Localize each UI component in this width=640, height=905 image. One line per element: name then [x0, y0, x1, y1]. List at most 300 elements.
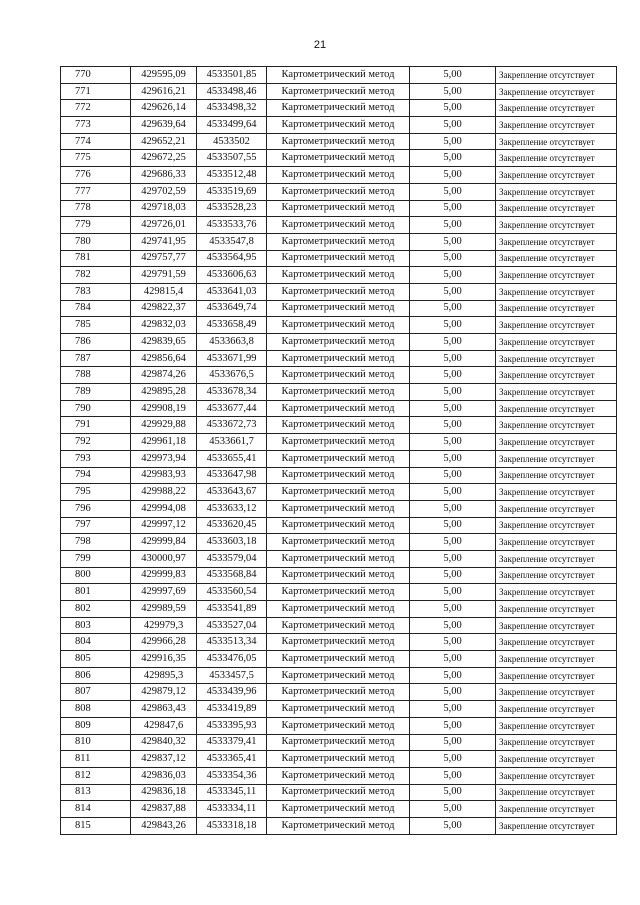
point-number-cell: 778 — [61, 200, 131, 217]
table-row — [61, 467, 617, 484]
table-row — [61, 167, 617, 184]
y-coordinate-cell: 4533499,64 — [197, 117, 267, 134]
y-coordinate-cell: 4533476,05 — [197, 651, 267, 668]
method-cell: Картометрический метод — [267, 317, 410, 334]
accuracy-cell: 5,00 — [410, 417, 496, 434]
accuracy-cell: 5,00 — [410, 317, 496, 334]
x-coordinate-cell: 429973,94 — [131, 450, 197, 467]
y-coordinate-cell: 4533676,5 — [197, 367, 267, 384]
fixing-cell: Закрепление отсутствует — [496, 384, 617, 401]
table-row — [61, 500, 617, 517]
accuracy-cell: 5,00 — [410, 584, 496, 601]
method-cell: Картометрический метод — [267, 384, 410, 401]
fixing-cell: Закрепление отсутствует — [496, 250, 617, 267]
table-row — [61, 317, 617, 334]
x-coordinate-cell: 429639,64 — [131, 117, 197, 134]
point-number-cell: 804 — [61, 634, 131, 651]
fixing-cell: Закрепление отсутствует — [496, 450, 617, 467]
y-coordinate-cell: 4533501,85 — [197, 67, 267, 84]
y-coordinate-cell: 4533547,8 — [197, 233, 267, 250]
table-row — [61, 684, 617, 701]
point-number-cell: 777 — [61, 183, 131, 200]
x-coordinate-cell: 429726,01 — [131, 217, 197, 234]
fixing-cell: Закрепление отсутствует — [496, 267, 617, 284]
accuracy-cell: 5,00 — [410, 500, 496, 517]
fixing-cell: Закрепление отсутствует — [496, 200, 617, 217]
y-coordinate-cell: 4533661,7 — [197, 434, 267, 451]
y-coordinate-cell: 4533512,48 — [197, 167, 267, 184]
accuracy-cell: 5,00 — [410, 801, 496, 818]
method-cell: Картометрический метод — [267, 617, 410, 634]
fixing-cell: Закрепление отсутствует — [496, 150, 617, 167]
accuracy-cell: 5,00 — [410, 283, 496, 300]
fixing-cell: Закрепление отсутствует — [496, 317, 617, 334]
y-coordinate-cell: 4533513,34 — [197, 634, 267, 651]
fixing-cell: Закрепление отсутствует — [496, 601, 617, 618]
table-row — [61, 534, 617, 551]
table-row — [61, 717, 617, 734]
y-coordinate-cell: 4533395,93 — [197, 717, 267, 734]
point-number-cell: 812 — [61, 767, 131, 784]
method-cell: Картометрический метод — [267, 751, 410, 768]
y-coordinate-cell: 4533318,18 — [197, 817, 267, 834]
accuracy-cell: 5,00 — [410, 701, 496, 718]
point-number-cell: 771 — [61, 83, 131, 100]
y-coordinate-cell: 4533677,44 — [197, 400, 267, 417]
method-cell: Картометрический метод — [267, 500, 410, 517]
y-coordinate-cell: 4533457,5 — [197, 667, 267, 684]
method-cell: Картометрический метод — [267, 701, 410, 718]
table-row — [61, 751, 617, 768]
x-coordinate-cell: 429988,22 — [131, 484, 197, 501]
table-row — [61, 450, 617, 467]
y-coordinate-cell: 4533655,41 — [197, 450, 267, 467]
x-coordinate-cell: 429989,59 — [131, 601, 197, 618]
point-number-cell: 807 — [61, 684, 131, 701]
accuracy-cell: 5,00 — [410, 350, 496, 367]
method-cell: Картометрический метод — [267, 817, 410, 834]
y-coordinate-cell: 4533671,99 — [197, 350, 267, 367]
y-coordinate-cell: 4533365,41 — [197, 751, 267, 768]
method-cell: Картометрический метод — [267, 450, 410, 467]
method-cell: Картометрический метод — [267, 117, 410, 134]
y-coordinate-cell: 4533345,11 — [197, 784, 267, 801]
point-number-cell: 770 — [61, 67, 131, 84]
method-cell: Картометрический метод — [267, 200, 410, 217]
accuracy-cell: 5,00 — [410, 484, 496, 501]
fixing-cell: Закрепление отсутствует — [496, 500, 617, 517]
y-coordinate-cell: 4533334,11 — [197, 801, 267, 818]
y-coordinate-cell: 4533527,04 — [197, 617, 267, 634]
x-coordinate-cell: 429843,26 — [131, 817, 197, 834]
x-coordinate-cell: 429832,03 — [131, 317, 197, 334]
x-coordinate-cell: 429856,64 — [131, 350, 197, 367]
accuracy-cell: 5,00 — [410, 117, 496, 134]
fixing-cell: Закрепление отсутствует — [496, 734, 617, 751]
accuracy-cell: 5,00 — [410, 450, 496, 467]
point-number-cell: 774 — [61, 133, 131, 150]
point-number-cell: 797 — [61, 517, 131, 534]
table-row — [61, 651, 617, 668]
table-row — [61, 183, 617, 200]
x-coordinate-cell: 429983,93 — [131, 467, 197, 484]
table-row — [61, 133, 617, 150]
y-coordinate-cell: 4533620,45 — [197, 517, 267, 534]
accuracy-cell: 5,00 — [410, 200, 496, 217]
point-number-cell: 772 — [61, 100, 131, 117]
point-number-cell: 806 — [61, 667, 131, 684]
fixing-cell: Закрепление отсутствует — [496, 484, 617, 501]
x-coordinate-cell: 429999,83 — [131, 567, 197, 584]
x-coordinate-cell: 429616,21 — [131, 83, 197, 100]
accuracy-cell: 5,00 — [410, 334, 496, 351]
accuracy-cell: 5,00 — [410, 434, 496, 451]
point-number-cell: 782 — [61, 267, 131, 284]
method-cell: Картометрический метод — [267, 217, 410, 234]
fixing-cell: Закрепление отсутствует — [496, 233, 617, 250]
method-cell: Картометрический метод — [267, 734, 410, 751]
method-cell: Картометрический метод — [267, 601, 410, 618]
point-number-cell: 795 — [61, 484, 131, 501]
method-cell: Картометрический метод — [267, 350, 410, 367]
method-cell: Картометрический метод — [267, 150, 410, 167]
accuracy-cell: 5,00 — [410, 567, 496, 584]
x-coordinate-cell: 429863,43 — [131, 701, 197, 718]
fixing-cell: Закрепление отсутствует — [496, 434, 617, 451]
y-coordinate-cell: 4533647,98 — [197, 467, 267, 484]
point-number-cell: 781 — [61, 250, 131, 267]
accuracy-cell: 5,00 — [410, 384, 496, 401]
accuracy-cell: 5,00 — [410, 817, 496, 834]
y-coordinate-cell: 4533439,96 — [197, 684, 267, 701]
table-row — [61, 434, 617, 451]
accuracy-cell: 5,00 — [410, 617, 496, 634]
accuracy-cell: 5,00 — [410, 233, 496, 250]
fixing-cell: Закрепление отсутствует — [496, 651, 617, 668]
x-coordinate-cell: 429686,33 — [131, 167, 197, 184]
method-cell: Картометрический метод — [267, 83, 410, 100]
point-number-cell: 794 — [61, 467, 131, 484]
y-coordinate-cell: 4533564,95 — [197, 250, 267, 267]
point-number-cell: 786 — [61, 334, 131, 351]
method-cell: Картометрический метод — [267, 417, 410, 434]
table-row — [61, 617, 617, 634]
table-row — [61, 817, 617, 834]
fixing-cell: Закрепление отсутствует — [496, 534, 617, 551]
table-row — [61, 584, 617, 601]
fixing-cell: Закрепление отсутствует — [496, 717, 617, 734]
x-coordinate-cell: 429672,25 — [131, 150, 197, 167]
method-cell: Картометрический метод — [267, 584, 410, 601]
fixing-cell: Закрепление отсутствует — [496, 784, 617, 801]
accuracy-cell: 5,00 — [410, 300, 496, 317]
y-coordinate-cell: 4533502 — [197, 133, 267, 150]
table-row — [61, 784, 617, 801]
fixing-cell: Закрепление отсутствует — [496, 400, 617, 417]
table-row — [61, 217, 617, 234]
accuracy-cell: 5,00 — [410, 634, 496, 651]
point-number-cell: 790 — [61, 400, 131, 417]
coordinates-table-body — [61, 67, 617, 835]
x-coordinate-cell: 429994,08 — [131, 500, 197, 517]
table-row — [61, 400, 617, 417]
method-cell: Картометрический метод — [267, 767, 410, 784]
table-row — [61, 550, 617, 567]
point-number-cell: 801 — [61, 584, 131, 601]
table-row — [61, 117, 617, 134]
method-cell: Картометрический метод — [267, 133, 410, 150]
fixing-cell: Закрепление отсутствует — [496, 417, 617, 434]
x-coordinate-cell: 429718,03 — [131, 200, 197, 217]
y-coordinate-cell: 4533568,84 — [197, 567, 267, 584]
x-coordinate-cell: 429791,59 — [131, 267, 197, 284]
method-cell: Картометрический метод — [267, 634, 410, 651]
method-cell: Картометрический метод — [267, 367, 410, 384]
method-cell: Картометрический метод — [267, 434, 410, 451]
fixing-cell: Закрепление отсутствует — [496, 667, 617, 684]
method-cell: Картометрический метод — [267, 183, 410, 200]
y-coordinate-cell: 4533663,8 — [197, 334, 267, 351]
accuracy-cell: 5,00 — [410, 651, 496, 668]
accuracy-cell: 5,00 — [410, 467, 496, 484]
table-row — [61, 417, 617, 434]
x-coordinate-cell: 429916,35 — [131, 651, 197, 668]
coordinates-table — [60, 66, 617, 835]
method-cell: Картометрический метод — [267, 67, 410, 84]
accuracy-cell: 5,00 — [410, 684, 496, 701]
method-cell: Картометрический метод — [267, 684, 410, 701]
point-number-cell: 793 — [61, 450, 131, 467]
x-coordinate-cell: 430000,97 — [131, 550, 197, 567]
method-cell: Картометрический метод — [267, 517, 410, 534]
method-cell: Картометрический метод — [267, 534, 410, 551]
method-cell: Картометрический метод — [267, 334, 410, 351]
fixing-cell: Закрепление отсутствует — [496, 283, 617, 300]
method-cell: Картометрический метод — [267, 667, 410, 684]
fixing-cell: Закрепление отсутствует — [496, 67, 617, 84]
fixing-cell: Закрепление отсутствует — [496, 183, 617, 200]
y-coordinate-cell: 4533560,54 — [197, 584, 267, 601]
accuracy-cell: 5,00 — [410, 167, 496, 184]
method-cell: Картометрический метод — [267, 550, 410, 567]
table-row — [61, 150, 617, 167]
point-number-cell: 783 — [61, 283, 131, 300]
point-number-cell: 813 — [61, 784, 131, 801]
x-coordinate-cell: 429879,12 — [131, 684, 197, 701]
x-coordinate-cell: 429837,88 — [131, 801, 197, 818]
method-cell: Картометрический метод — [267, 717, 410, 734]
point-number-cell: 803 — [61, 617, 131, 634]
fixing-cell: Закрепление отсутствует — [496, 367, 617, 384]
fixing-cell: Закрепление отсутствует — [496, 117, 617, 134]
table-row — [61, 567, 617, 584]
point-number-cell: 802 — [61, 601, 131, 618]
point-number-cell: 784 — [61, 300, 131, 317]
method-cell: Картометрический метод — [267, 233, 410, 250]
method-cell: Картометрический метод — [267, 250, 410, 267]
x-coordinate-cell: 429979,3 — [131, 617, 197, 634]
method-cell: Картометрический метод — [267, 784, 410, 801]
accuracy-cell: 5,00 — [410, 534, 496, 551]
method-cell: Картометрический метод — [267, 484, 410, 501]
y-coordinate-cell: 4533579,04 — [197, 550, 267, 567]
method-cell: Картометрический метод — [267, 801, 410, 818]
fixing-cell: Закрепление отсутствует — [496, 767, 617, 784]
point-number-cell: 815 — [61, 817, 131, 834]
table-row — [61, 701, 617, 718]
y-coordinate-cell: 4533658,49 — [197, 317, 267, 334]
table-row — [61, 350, 617, 367]
table-row — [61, 233, 617, 250]
y-coordinate-cell: 4533519,69 — [197, 183, 267, 200]
point-number-cell: 776 — [61, 167, 131, 184]
table-row — [61, 367, 617, 384]
accuracy-cell: 5,00 — [410, 267, 496, 284]
y-coordinate-cell: 4533649,74 — [197, 300, 267, 317]
accuracy-cell: 5,00 — [410, 367, 496, 384]
fixing-cell: Закрепление отсутствует — [496, 817, 617, 834]
x-coordinate-cell: 429961,18 — [131, 434, 197, 451]
accuracy-cell: 5,00 — [410, 550, 496, 567]
fixing-cell: Закрепление отсутствует — [496, 167, 617, 184]
fixing-cell: Закрепление отсутствует — [496, 584, 617, 601]
point-number-cell: 811 — [61, 751, 131, 768]
method-cell: Картометрический метод — [267, 167, 410, 184]
method-cell: Картометрический метод — [267, 567, 410, 584]
fixing-cell: Закрепление отсутствует — [496, 701, 617, 718]
y-coordinate-cell: 4533633,12 — [197, 500, 267, 517]
method-cell: Картометрический метод — [267, 651, 410, 668]
fixing-cell: Закрепление отсутствует — [496, 350, 617, 367]
point-number-cell: 799 — [61, 550, 131, 567]
fixing-cell: Закрепление отсутствует — [496, 133, 617, 150]
fixing-cell: Закрепление отсутствует — [496, 801, 617, 818]
accuracy-cell: 5,00 — [410, 217, 496, 234]
x-coordinate-cell: 429757,77 — [131, 250, 197, 267]
y-coordinate-cell: 4533507,55 — [197, 150, 267, 167]
point-number-cell: 809 — [61, 717, 131, 734]
table-row — [61, 801, 617, 818]
table-row — [61, 267, 617, 284]
table-row — [61, 484, 617, 501]
x-coordinate-cell: 429997,69 — [131, 584, 197, 601]
x-coordinate-cell: 429895,3 — [131, 667, 197, 684]
table-row — [61, 200, 617, 217]
x-coordinate-cell: 429822,37 — [131, 300, 197, 317]
method-cell: Картометрический метод — [267, 267, 410, 284]
x-coordinate-cell: 429966,28 — [131, 634, 197, 651]
accuracy-cell: 5,00 — [410, 83, 496, 100]
x-coordinate-cell: 429999,84 — [131, 534, 197, 551]
method-cell: Картометрический метод — [267, 283, 410, 300]
accuracy-cell: 5,00 — [410, 601, 496, 618]
fixing-cell: Закрепление отсутствует — [496, 100, 617, 117]
accuracy-cell: 5,00 — [410, 183, 496, 200]
point-number-cell: 780 — [61, 233, 131, 250]
method-cell: Картометрический метод — [267, 400, 410, 417]
x-coordinate-cell: 429839,65 — [131, 334, 197, 351]
point-number-cell: 792 — [61, 434, 131, 451]
x-coordinate-cell: 429997,12 — [131, 517, 197, 534]
x-coordinate-cell: 429702,59 — [131, 183, 197, 200]
accuracy-cell: 5,00 — [410, 150, 496, 167]
table-row — [61, 250, 617, 267]
accuracy-cell: 5,00 — [410, 751, 496, 768]
fixing-cell: Закрепление отсутствует — [496, 617, 617, 634]
accuracy-cell: 5,00 — [410, 734, 496, 751]
point-number-cell: 785 — [61, 317, 131, 334]
y-coordinate-cell: 4533533,76 — [197, 217, 267, 234]
y-coordinate-cell: 4533672,73 — [197, 417, 267, 434]
y-coordinate-cell: 4533379,41 — [197, 734, 267, 751]
x-coordinate-cell: 429741,95 — [131, 233, 197, 250]
y-coordinate-cell: 4533541,89 — [197, 601, 267, 618]
point-number-cell: 800 — [61, 567, 131, 584]
accuracy-cell: 5,00 — [410, 400, 496, 417]
fixing-cell: Закрепление отсутствует — [496, 517, 617, 534]
accuracy-cell: 5,00 — [410, 67, 496, 84]
point-number-cell: 791 — [61, 417, 131, 434]
accuracy-cell: 5,00 — [410, 250, 496, 267]
method-cell: Картометрический метод — [267, 467, 410, 484]
fixing-cell: Закрепление отсутствует — [496, 217, 617, 234]
point-number-cell: 787 — [61, 350, 131, 367]
point-number-cell: 814 — [61, 801, 131, 818]
x-coordinate-cell: 429836,18 — [131, 784, 197, 801]
x-coordinate-cell: 429836,03 — [131, 767, 197, 784]
method-cell: Картометрический метод — [267, 100, 410, 117]
y-coordinate-cell: 4533498,46 — [197, 83, 267, 100]
point-number-cell: 789 — [61, 384, 131, 401]
x-coordinate-cell: 429847,6 — [131, 717, 197, 734]
accuracy-cell: 5,00 — [410, 717, 496, 734]
x-coordinate-cell: 429595,09 — [131, 67, 197, 84]
point-number-cell: 788 — [61, 367, 131, 384]
y-coordinate-cell: 4533603,18 — [197, 534, 267, 551]
point-number-cell: 773 — [61, 117, 131, 134]
table-row — [61, 300, 617, 317]
accuracy-cell: 5,00 — [410, 784, 496, 801]
table-row — [61, 517, 617, 534]
fixing-cell: Закрепление отсутствует — [496, 550, 617, 567]
x-coordinate-cell: 429837,12 — [131, 751, 197, 768]
x-coordinate-cell: 429908,19 — [131, 400, 197, 417]
point-number-cell: 810 — [61, 734, 131, 751]
accuracy-cell: 5,00 — [410, 133, 496, 150]
table-row — [61, 767, 617, 784]
y-coordinate-cell: 4533643,67 — [197, 484, 267, 501]
fixing-cell: Закрепление отсутствует — [496, 751, 617, 768]
table-row — [61, 384, 617, 401]
fixing-cell: Закрепление отсутствует — [496, 567, 617, 584]
x-coordinate-cell: 429895,28 — [131, 384, 197, 401]
point-number-cell: 798 — [61, 534, 131, 551]
y-coordinate-cell: 4533498,32 — [197, 100, 267, 117]
table-row — [61, 601, 617, 618]
x-coordinate-cell: 429815,4 — [131, 283, 197, 300]
y-coordinate-cell: 4533678,34 — [197, 384, 267, 401]
point-number-cell: 779 — [61, 217, 131, 234]
table-row — [61, 67, 617, 84]
fixing-cell: Закрепление отсутствует — [496, 684, 617, 701]
point-number-cell: 775 — [61, 150, 131, 167]
point-number-cell: 808 — [61, 701, 131, 718]
fixing-cell: Закрепление отсутствует — [496, 467, 617, 484]
table-row — [61, 734, 617, 751]
table-row — [61, 634, 617, 651]
y-coordinate-cell: 4533419,89 — [197, 701, 267, 718]
x-coordinate-cell: 429929,88 — [131, 417, 197, 434]
